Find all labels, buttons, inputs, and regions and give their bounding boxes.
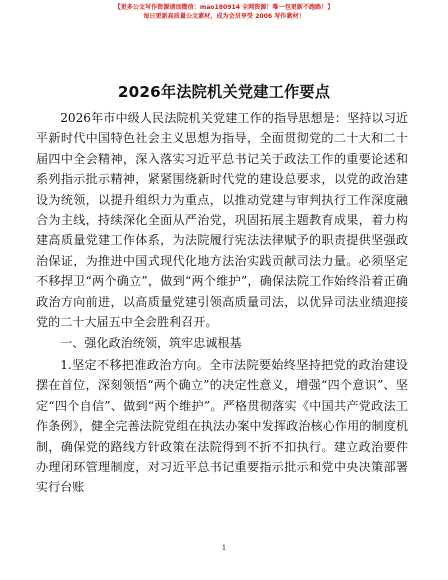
section-heading: 一、强化政治统领，筑牢忠诚根基 [60,336,242,351]
promo-banner-line-1: 【更多公文写作资源请加微信：mao180914 全网资源！唯一包更新不跑路！】 [114,4,334,11]
promo-banner-line-2: 每日更新高质量公文素材，成为会员享受 2006 写作素材！ [143,12,305,20]
intro-paragraph: 2026年市中级人民法院机关党建工作的指导思想是：坚持以习近平新时代中国特色社会主义思想为指导，全面贯彻党的二十大和二十届四中全会精神，深入落实习近平总书记关于政法工作的重要论述和系列指示批示精神，紧紧围绕新时代党的建设总要求，以党的政治建设为统领，以提升组织力为重点，以推动党建与审判执行工作深度融合为主线，持续深化全面从严治党，巩固拓展主题教育成果，着力构建高质量党建工作体系，为法院履行宪法法律赋予的职责提供坚强政治保证，为推进中国式现代化地方法治实践贡献司法力量。必须坚定不移捍卫“两个确立”，做到“两个维护”，确保法院工作始终沿着正确政治方向前进，以高质量党建引领高质量司法，以优异司法业绩迎接党的二十大届五中全会胜利召开。 [36,111,408,330]
body-paragraph: 1.坚定不移把准政治方向。全市法院要始终坚持把党的政治建设摆在首位，深刻领悟“两个确立”的决定性意义，增强“四个意识”、坚定“四个自信”、做到“两个维护”。严格贯彻落实《中国共产党政法工作条例》，健全完善法院党组在执法办案中发挥政治核心作用的制度机制，确保党的路线方针政策在法院得到不折不扣执行。建立政治要件办理闭环管理制度，对习近平总书记重要指示批示和党中央决策部署实行台账 [36,357,408,495]
document-body [36,108,408,498]
page-number: 1 [221,543,227,552]
document-title: 2026年法院机关党建工作要点 [117,83,331,101]
promo-banner [0,4,448,21]
